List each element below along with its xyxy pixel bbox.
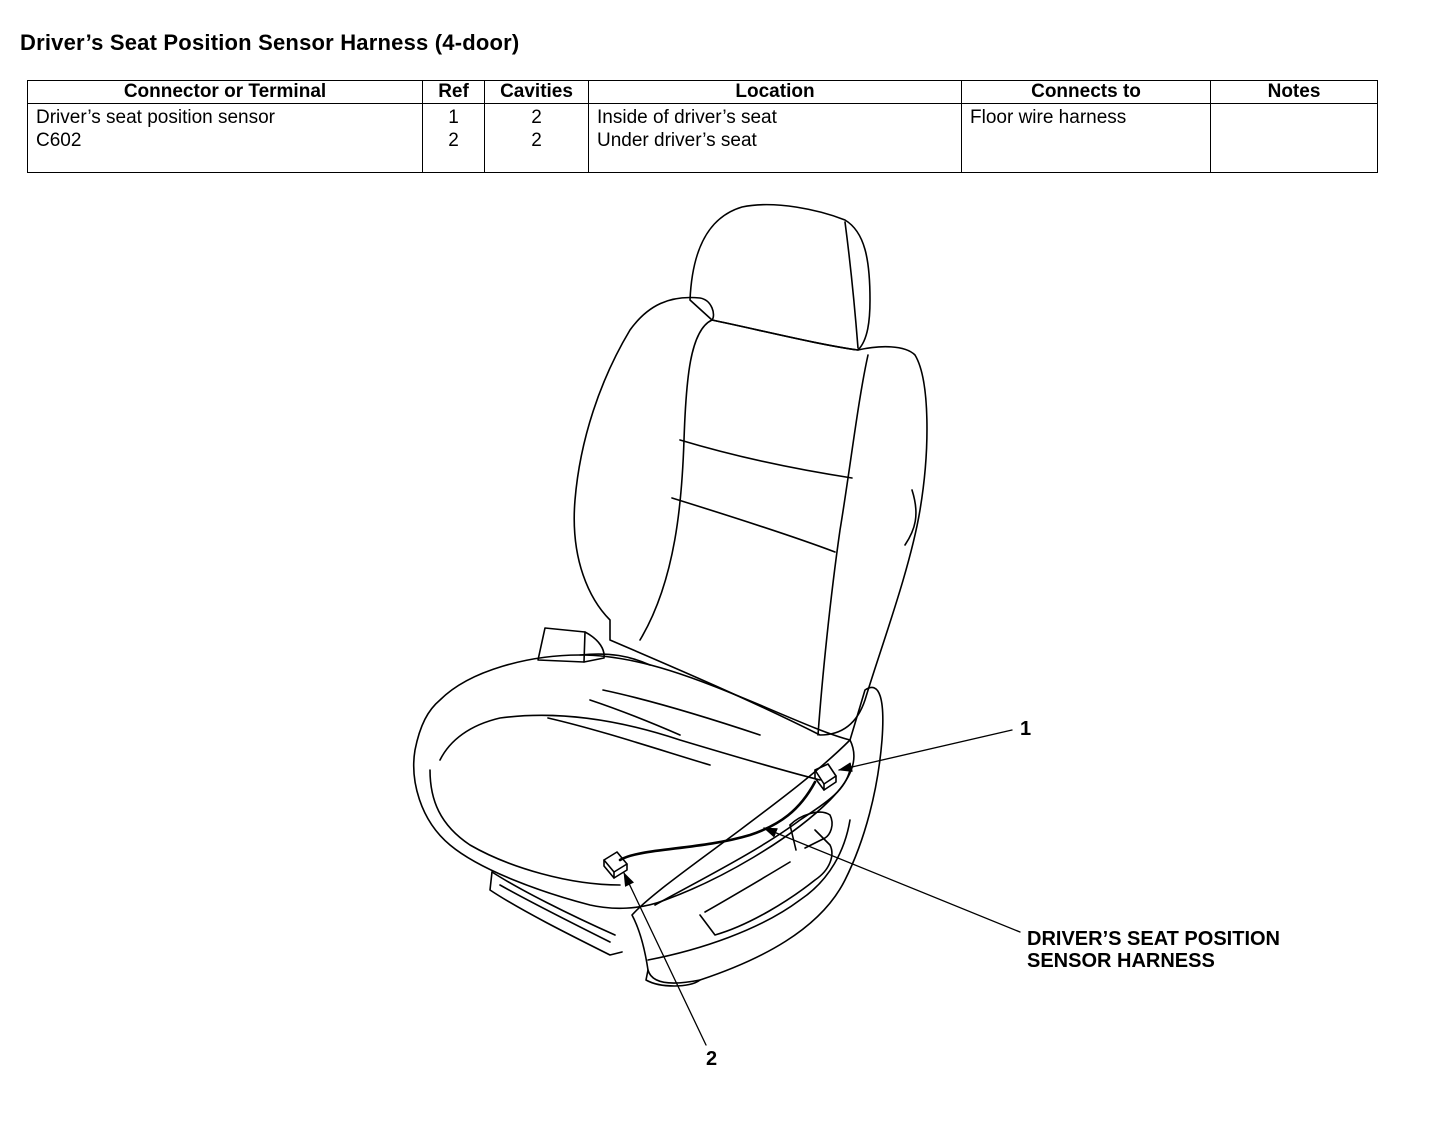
cavities-1: 2 [531, 107, 542, 128]
headrest [690, 205, 870, 350]
harness-label [1027, 928, 1280, 972]
connector-1 [815, 764, 836, 790]
header-ref: Ref [423, 81, 485, 104]
cavities-2: 2 [531, 130, 542, 151]
callout-1: 1 [1020, 718, 1032, 740]
header-cavities: Cavities [485, 81, 589, 104]
header-connector: Connector or Terminal [28, 81, 423, 104]
ref-1: 1 [448, 107, 459, 128]
leader-lines [624, 730, 1020, 1045]
harness-wire [620, 782, 815, 860]
cell-connects-to: Floor wire harness [962, 104, 1211, 173]
side-panel [632, 687, 883, 986]
connector-code: C602 [36, 130, 82, 151]
ref-2: 2 [448, 130, 459, 151]
header-location: Location [589, 81, 962, 104]
header-notes: Notes [1211, 81, 1378, 104]
harness-label-line1: DRIVER’S SEAT POSITION [1027, 928, 1280, 950]
location-2: Under driver’s seat [597, 130, 757, 151]
seat-cushion [414, 654, 854, 908]
page-title: Driver’s Seat Position Sensor Harness (4-door) [20, 30, 520, 55]
connector-name: Driver’s seat position sensor [36, 107, 276, 128]
location-1: Inside of driver’s seat [597, 107, 777, 128]
header-connects-to: Connects to [962, 81, 1211, 104]
seat-back [574, 297, 927, 735]
connector-2 [604, 852, 627, 878]
callout-2: 2 [706, 1048, 718, 1070]
harness-label-line2: SENSOR HARNESS [1027, 950, 1215, 972]
